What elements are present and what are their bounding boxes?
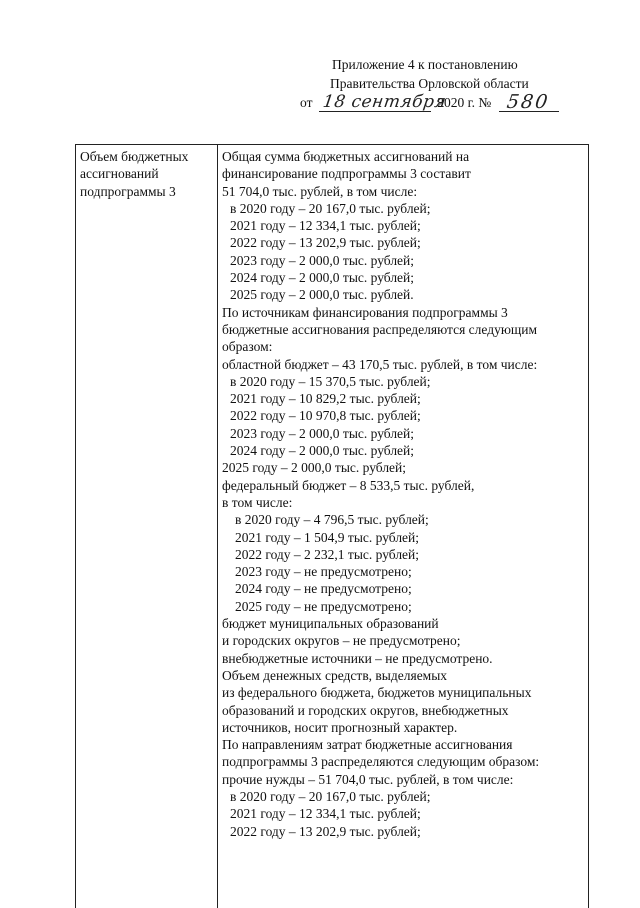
content-line: образом:: [222, 338, 584, 355]
content-line: 51 704,0 тыс. рублей, в том числе:: [222, 183, 584, 200]
label-line: ассигнований: [80, 165, 213, 182]
content-line: в 2020 году – 4 796,5 тыс. рублей;: [222, 511, 584, 528]
content-line: и городских округов – не предусмотрено;: [222, 632, 584, 649]
handwritten-number: 580: [505, 93, 550, 111]
content-line: образований и городских округов, внебюджетных: [222, 702, 584, 719]
content-line: областной бюджет – 43 170,5 тыс. рублей, в том числе:: [222, 356, 584, 373]
content-line: из федерального бюджета, бюджетов муниципальных: [222, 684, 584, 701]
content-line: 2024 году – 2 000,0 тыс. рублей;: [222, 269, 584, 286]
content-line: 2023 году – не предусмотрено;: [222, 563, 584, 580]
label-line: Объем бюджетных: [80, 148, 213, 165]
content-line: подпрограммы 3 распределяются следующим образом:: [222, 753, 584, 770]
content-line: финансирование подпрограммы 3 составит: [222, 165, 584, 182]
content-line: бюджет муниципальных образований: [222, 615, 584, 632]
content-line: в 2020 году – 20 167,0 тыс. рублей;: [222, 200, 584, 217]
content-line: 2022 году – 13 202,9 тыс. рублей;: [222, 823, 584, 840]
handwritten-date: 18 сентября: [322, 93, 448, 111]
header-line-government: Правительства Орловской области: [330, 75, 529, 93]
header-from: от: [300, 95, 312, 110]
content-line: в том числе:: [222, 494, 584, 511]
label-cell: [76, 145, 218, 908]
content-line: 2025 году – не предусмотрено;: [222, 598, 584, 615]
content-line: 2024 году – 2 000,0 тыс. рублей;: [222, 442, 584, 459]
label-lines: [80, 148, 213, 200]
content-cell: [218, 145, 589, 908]
content-line: Общая сумма бюджетных ассигнований на: [222, 148, 584, 165]
content-line: 2022 году – 2 232,1 тыс. рублей;: [222, 546, 584, 563]
header-line-appendix: Приложение 4 к постановлению: [332, 56, 518, 74]
label-line: подпрограммы 3: [80, 183, 213, 200]
content-line: 2022 году – 10 970,8 тыс. рублей;: [222, 407, 584, 424]
content-line: Объем денежных средств, выделяемых: [222, 667, 584, 684]
content-line: федеральный бюджет – 8 533,5 тыс. рублей,: [222, 477, 584, 494]
content-line: внебюджетные источники – не предусмотрено.: [222, 650, 584, 667]
content-line: 2021 году – 12 334,1 тыс. рублей;: [222, 217, 584, 234]
content-line: 2021 году – 1 504,9 тыс. рублей;: [222, 529, 584, 546]
header-line-date: [300, 94, 559, 112]
content-line: 2023 году – 2 000,0 тыс. рублей;: [222, 252, 584, 269]
content-line: 2022 году – 13 202,9 тыс. рублей;: [222, 234, 584, 251]
handwritten-date-field: [319, 96, 431, 112]
table-row: [76, 145, 589, 908]
header-year: 2020 г. №: [437, 95, 491, 110]
content-line: в 2020 году – 20 167,0 тыс. рублей;: [222, 788, 584, 805]
content-lines: [222, 148, 584, 840]
content-line: прочие нужды – 51 704,0 тыс. рублей, в том числе:: [222, 771, 584, 788]
content-line: бюджетные ассигнования распределяются следующим: [222, 321, 584, 338]
content-line: 2024 году – не предусмотрено;: [222, 580, 584, 597]
content-line: источников, носит прогнозный характер.: [222, 719, 584, 736]
content-line: 2025 году – 2 000,0 тыс. рублей;: [222, 459, 584, 476]
content-line: По направлениям затрат бюджетные ассигнования: [222, 736, 584, 753]
budget-table: [75, 144, 589, 908]
content-line: 2023 году – 2 000,0 тыс. рублей;: [222, 425, 584, 442]
content-line: 2021 году – 10 829,2 тыс. рублей;: [222, 390, 584, 407]
content-line: По источникам финансирования подпрограммы 3: [222, 304, 584, 321]
content-line: в 2020 году – 15 370,5 тыс. рублей;: [222, 373, 584, 390]
handwritten-number-field: [499, 96, 559, 112]
content-line: 2025 году – 2 000,0 тыс. рублей.: [222, 286, 584, 303]
content-line: 2021 году – 12 334,1 тыс. рублей;: [222, 805, 584, 822]
